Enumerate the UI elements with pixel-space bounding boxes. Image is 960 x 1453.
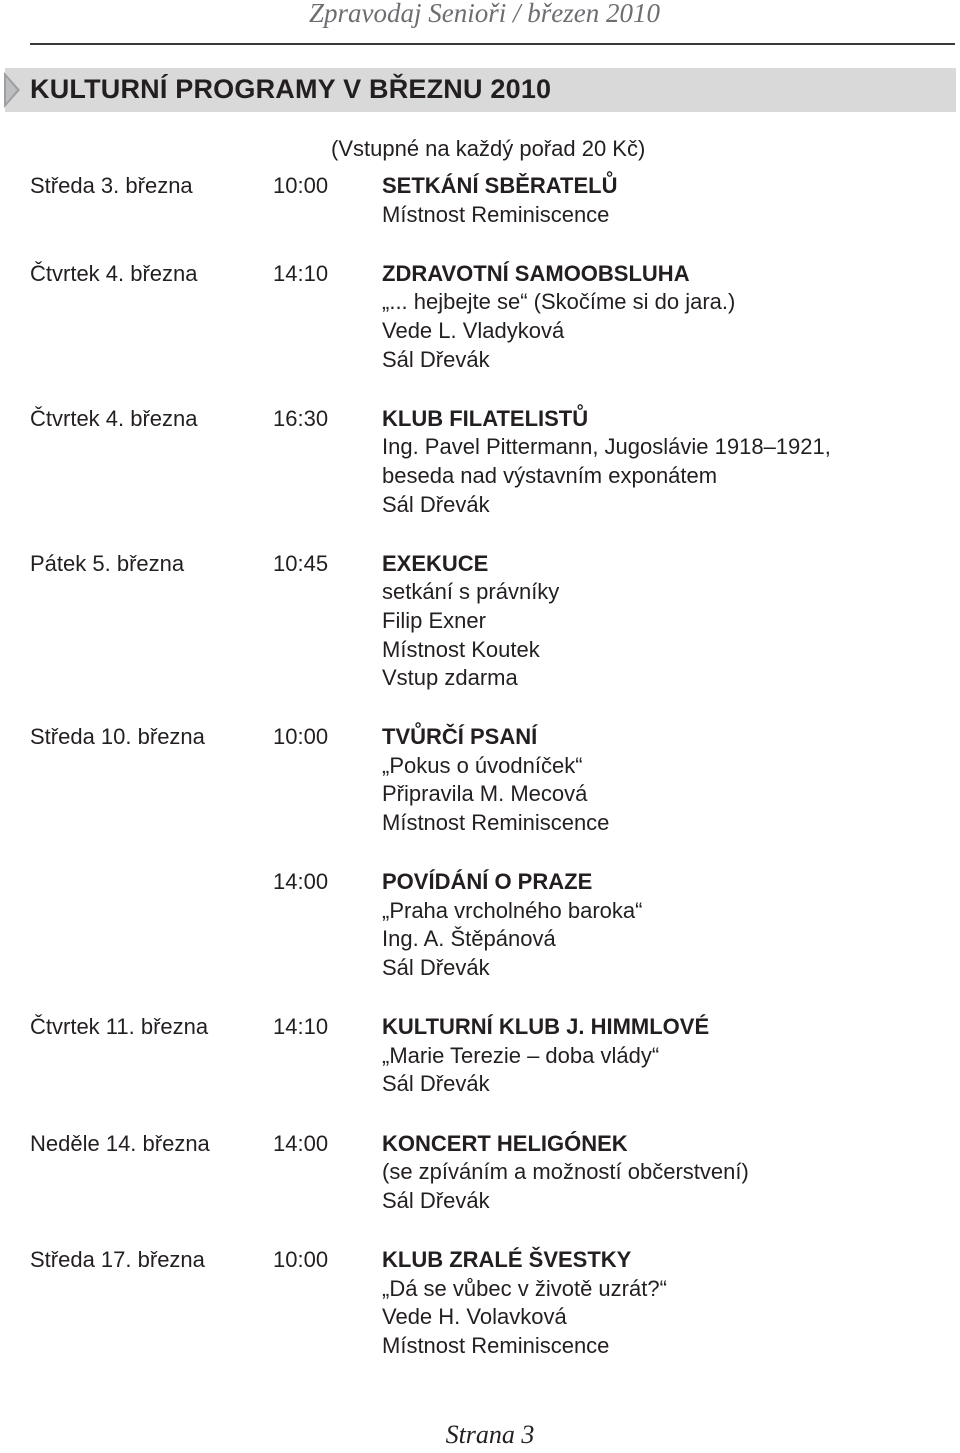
event-row — [0, 405, 960, 519]
event-day: Středa 3. března — [30, 173, 193, 198]
event-time: 10:00 — [273, 724, 329, 750]
event-day: Středa 10. března — [30, 724, 205, 750]
event-row — [0, 723, 960, 837]
event-title: EXEKUCE — [382, 550, 489, 576]
event-detail: Sál Dřevák — [382, 1187, 490, 1213]
event-day: Pátek 5. března — [30, 550, 185, 576]
event-body — [382, 1246, 960, 1360]
event-body — [382, 723, 960, 837]
event-title: SETKÁNÍ SBĚRATELŮ — [382, 173, 618, 198]
event-body — [382, 868, 960, 982]
event-title: ZDRAVOTNÍ SAMOOBSLUHA — [382, 260, 690, 286]
event-detail: Místnost Koutek — [382, 636, 540, 662]
event-detail: Místnost Reminiscence — [382, 201, 610, 227]
event-detail: Sál Dřevák — [382, 955, 490, 981]
event-detail: Ing. Pavel Pittermann, Jugoslávie 1918–1921, — [382, 434, 831, 460]
event-detail: Vede H. Volavková — [382, 1304, 567, 1330]
event-title: TVŮRČÍ PSANÍ — [382, 724, 538, 750]
event-day: Čtvrtek 11. března — [30, 1014, 209, 1040]
event-day: Neděle 14. března — [30, 1130, 210, 1156]
event-body — [382, 405, 960, 519]
program-list — [0, 172, 960, 1391]
event-title: KULTURNÍ KLUB J. HIMMLOVÉ — [382, 1014, 710, 1040]
event-detail: Vstup zdarma — [382, 665, 518, 691]
event-time: 10:45 — [273, 550, 329, 576]
event-detail: Sál Dřevák — [382, 1071, 490, 1097]
event-body — [382, 260, 960, 374]
event-time: 14:10 — [273, 1014, 329, 1040]
event-time: 10:00 — [273, 173, 329, 198]
event-row — [0, 1130, 960, 1216]
event-time: 14:00 — [273, 869, 329, 895]
event-body — [382, 550, 960, 693]
event-detail: Vede L. Vladyková — [382, 317, 565, 343]
event-body — [382, 1130, 960, 1216]
event-time: 16:30 — [273, 405, 329, 431]
event-detail: Připravila M. Mecová — [382, 781, 588, 807]
event-time: 10:00 — [273, 1246, 329, 1272]
event-title: KLUB ZRALÉ ŠVESTKY — [382, 1246, 632, 1272]
event-title: POVÍDÁNÍ O PRAZE — [382, 869, 593, 895]
event-time: 14:00 — [273, 1130, 329, 1156]
event-body — [382, 172, 960, 229]
event-detail: Ing. A. Štěpánová — [382, 926, 556, 952]
event-title: KONCERT HELIGÓNEK — [382, 1130, 628, 1156]
event-row — [0, 1013, 960, 1099]
event-day: Čtvrtek 4. března — [30, 405, 198, 431]
event-detail: Sál Dřevák — [382, 491, 490, 517]
admission-note: (Vstupné na každý pořad 20 Kč) — [331, 136, 646, 161]
event-row — [0, 260, 960, 374]
event-detail: Filip Exner — [382, 607, 486, 633]
event-detail: „Praha vrcholného baroka“ — [382, 897, 643, 923]
event-detail: „... hejbejte se“ (Skočíme si do jara.) — [382, 289, 736, 315]
event-detail: setkání s právníky — [382, 579, 560, 605]
event-row — [0, 1246, 960, 1360]
page-number: Strana 3 — [445, 1420, 535, 1449]
event-title: KLUB FILATELISTŮ — [382, 405, 589, 431]
event-detail: „Dá se vůbec v životě uzrát?“ — [382, 1275, 667, 1301]
event-detail: Místnost Reminiscence — [382, 810, 610, 836]
section-title: KULTURNÍ PROGRAMY V BŘEZNU 2010 — [30, 74, 552, 104]
event-day: Čtvrtek 4. března — [30, 260, 198, 286]
event-row — [0, 550, 960, 693]
event-detail: Sál Dřevák — [382, 346, 490, 372]
event-detail: „Pokus o úvodníček“ — [382, 752, 583, 778]
header-rule — [30, 43, 955, 45]
title-arrow-highlight — [6, 77, 17, 103]
event-day: Středa 17. března — [30, 1246, 205, 1272]
event-row — [0, 172, 960, 229]
event-detail: Místnost Reminiscence — [382, 1332, 610, 1358]
event-detail: beseda nad výstavním exponátem — [382, 462, 718, 488]
running-head: Zpravodaj Senioři / březen 2010 — [309, 0, 660, 28]
event-time: 14:10 — [273, 260, 329, 286]
event-detail: (se zpíváním a možností občerstvení) — [382, 1159, 749, 1185]
event-row — [0, 868, 960, 982]
event-body — [382, 1013, 960, 1099]
event-detail: „Marie Terezie – doba vlády“ — [382, 1042, 660, 1068]
